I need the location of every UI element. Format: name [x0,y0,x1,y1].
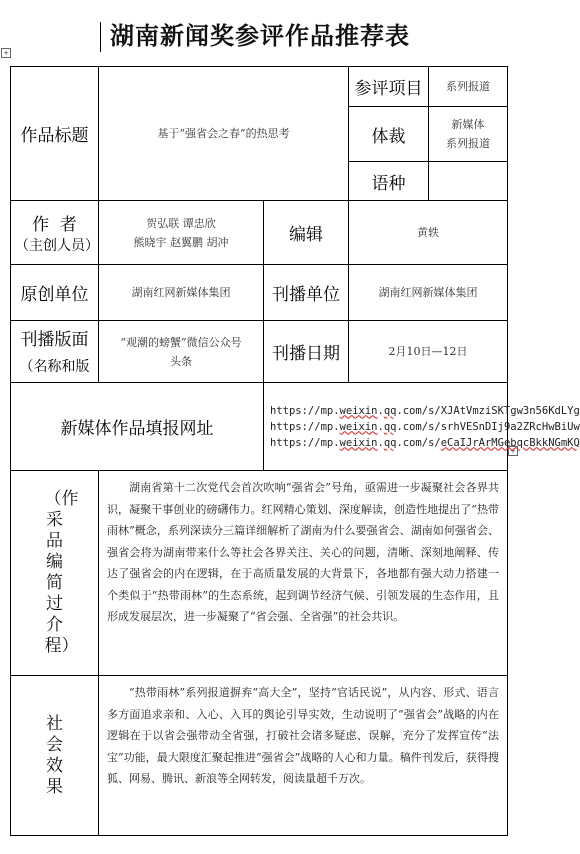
recommendation-table [10,66,580,836]
genre-value-line2: 系列报道 [446,137,490,150]
language-label: 语种 [349,162,429,201]
category-value[interactable]: 系列报道 [429,67,508,107]
process-label [11,471,99,676]
author-label-line2: （主创人员） [15,238,99,254]
effect-label [11,676,99,836]
layout-label-line2: （名称和版 [19,359,90,375]
process-label-text: （作采品编简过介程） [44,489,79,656]
origin-unit-value[interactable]: 湖南红网新媒体集团 [99,265,264,321]
effect-label-text: 社会效果 [46,713,63,797]
page-title: 湖南新闻奖参评作品推荐表 [110,22,410,50]
layout-label-line1: 刊播版面 [20,330,89,350]
publish-date-label: 刊播日期 [264,321,349,383]
layout-value-line1: “观潮的螃蟹”微信公众号 [120,335,242,349]
genre-value-line1: 新媒体 [451,118,485,131]
work-title-label: 作品标题 [11,67,99,201]
url-link-3[interactable]: https://mp.weixin.qq.com/s/eCaIJrArMGebqcBkkNGmKQ [270,436,580,449]
url-label: 新媒体作品填报网址 [11,383,264,471]
editor-label: 编辑 [264,201,349,265]
process-text[interactable]: 湖南省第十二次党代会首次吹响“强省会”号角，亟需进一步凝聚社会各界共识，凝聚干事创业的磅礴伟力。红网精心策划、深度解读，创造性地提出了“热带雨林”概念，系列深读分三篇详细解析了湖南为什么要强省会、湖南如何强省会、强省会将为湖南带来什么等社会各界关注、关心的问题，清晰、深刻地阐释、传达了强省会的内在逻辑，在于高质量发展的大背景下，各地都有强大动力搭建一个类似于“热带雨林”的生态系统，起到调节经济气候、引领发展的生态作用，且形成发展层次，进一步凝聚了“省会强、全省强”的社会共识。 [99,471,508,676]
publish-unit-value[interactable]: 湖南红网新媒体集团 [349,265,508,321]
layout-value[interactable] [99,321,264,383]
author-label [11,201,99,265]
category-label: 参评项目 [349,67,429,107]
origin-unit-label: 原创单位 [11,265,99,321]
publish-date-value[interactable]: 2月10日—12日 [349,321,508,383]
url-link-1[interactable]: https://mp.weixin.qq.com/s/XJAtVmziSKTgw3n56KdLYg [270,404,580,417]
author-label-line1: 作 者 [32,215,77,235]
genre-value[interactable] [429,107,508,162]
effect-text[interactable]: “热带雨林”系列报道摒弃“高大全”，坚持“官话民说”，从内容、形式、语言多方面追求亲和、入心、入耳的舆论引导实效，生动说明了“强省会”战略的内在逻辑在于以省会强带动全省强，打破社会诸多疑虑、误解，充分了发挥宣传“法宝”功能，最大限度汇聚起推进“强省会”战略的人心和力量。稿件刊发后，获得搜狐、网易、腾讯、新浪等全网转发，阅读量超千万次。 [99,676,508,836]
genre-label: 体裁 [349,107,429,162]
publish-unit-label: 刊播单位 [264,265,349,321]
table-move-handle-icon[interactable]: + [1,48,11,58]
author-value-line2: 熊晓宇 赵翼鹏 胡冲 [133,235,229,249]
author-value[interactable] [99,201,264,265]
url-list [264,383,580,471]
text-cursor [100,22,101,52]
layout-label [11,321,99,383]
layout-value-line2: 头条 [170,354,192,368]
author-value-line1: 贺弘联 谭忠欣 [146,216,216,230]
editor-value[interactable]: 黄轶 [349,201,508,265]
language-value[interactable] [429,162,508,201]
work-title-value[interactable]: 基于“强省会之春”的热思考 [99,67,349,201]
row-add-handle-icon[interactable]: + [508,446,518,456]
url-link-2[interactable]: https://mp.weixin.qq.com/s/srhVESnDIj9a2ZRcHwBiUw [270,420,580,433]
